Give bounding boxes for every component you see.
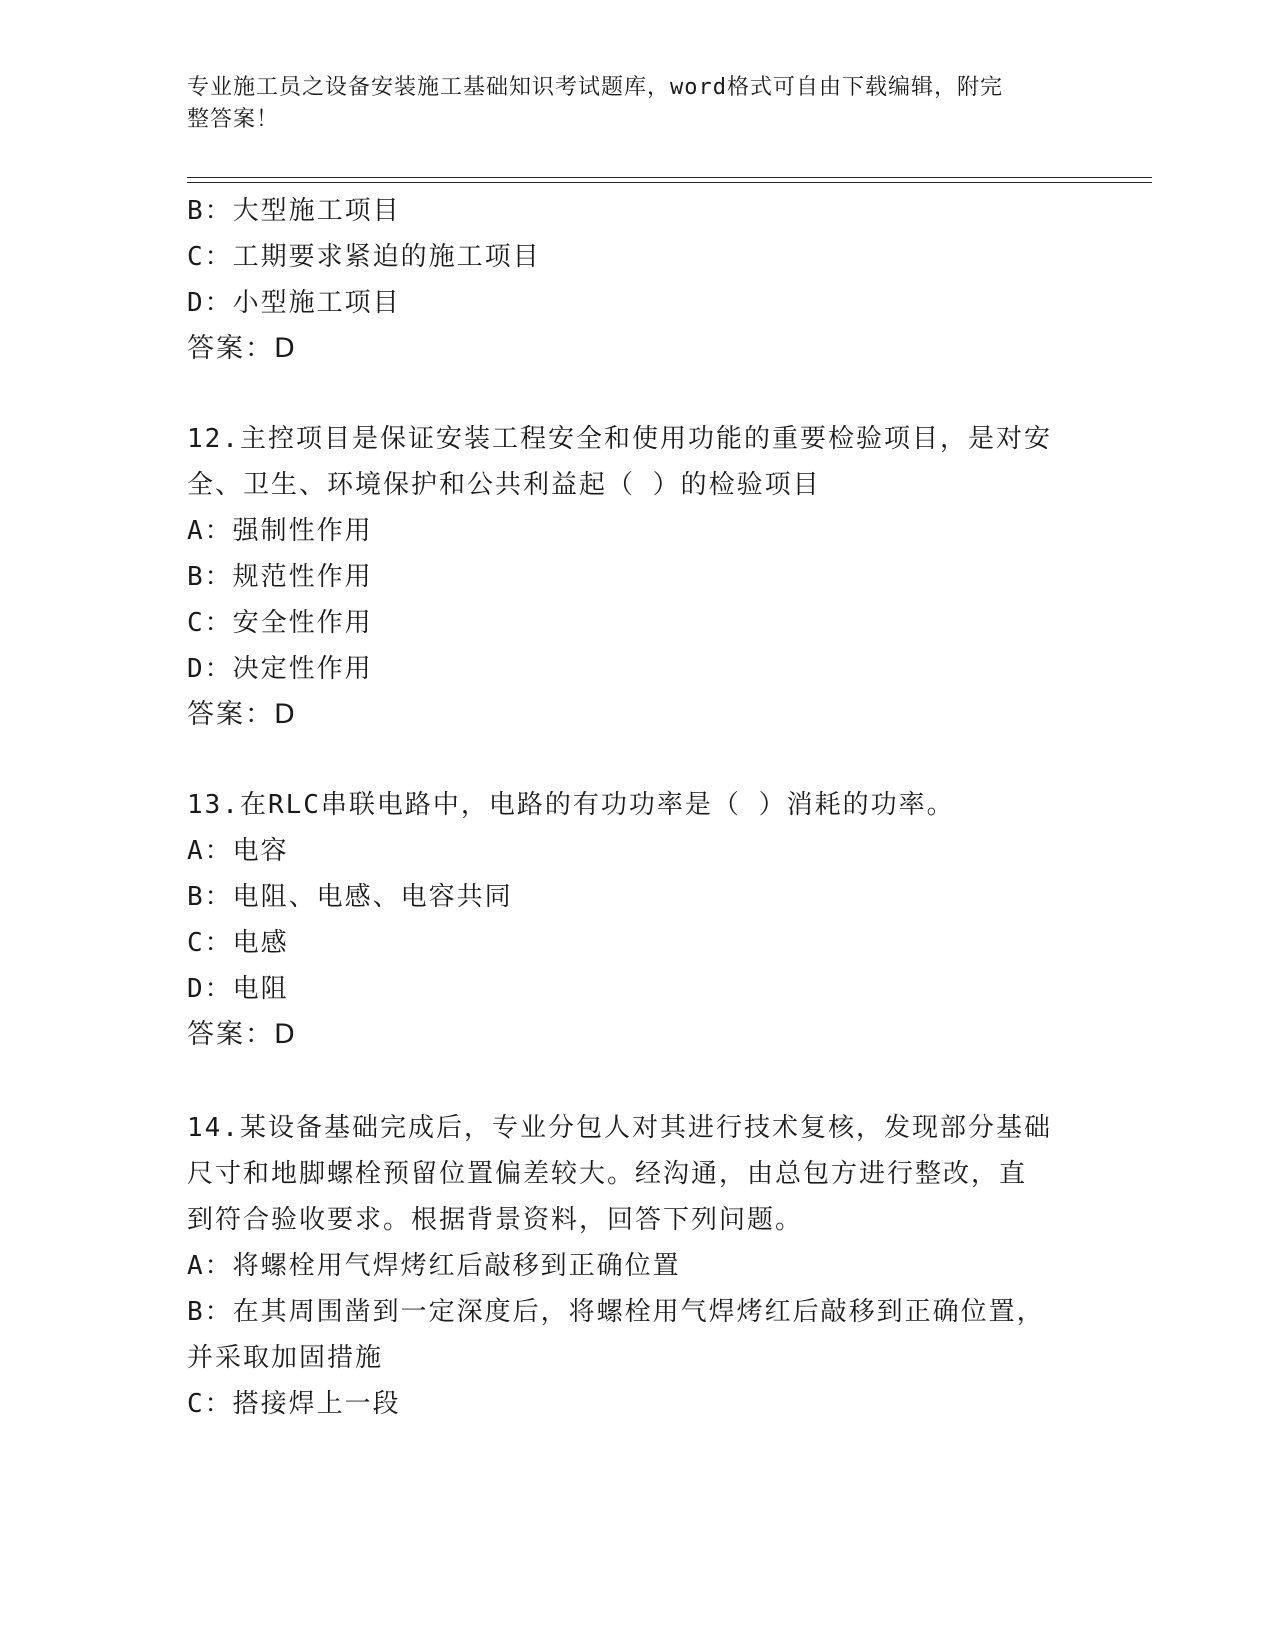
question-list — [187, 188, 1087, 1427]
option-b: B：规范性作用 — [187, 562, 373, 592]
option-b: B：在其周围凿到一定深度后，将螺栓用气焊烤红后敲移到正确位置， — [187, 1297, 1045, 1327]
question-stem-line: 13.在RLC串联电路中，电路的有功功率是（ ）消耗的功率。 — [187, 790, 955, 820]
header-line-2: 整答案！ — [187, 107, 280, 132]
header-divider-top — [187, 177, 1152, 178]
question-stem-line: 全、卫生、环境保护和公共利益起（ ）的检验项目 — [187, 470, 821, 500]
option-d: D：小型施工项目 — [187, 288, 401, 318]
option-a: A：强制性作用 — [187, 516, 373, 546]
spacer — [187, 738, 1087, 782]
option-c: C：搭接焊上一段 — [187, 1389, 401, 1419]
option-c: C：工期要求紧迫的施工项目 — [187, 242, 541, 272]
option-c: C：电感 — [187, 928, 289, 958]
question-stem-line: 12.主控项目是保证安装工程安全和使用功能的重要检验项目，是对安 — [187, 424, 1052, 454]
question-stem-line: 到符合验收要求。根据背景资料，回答下列问题。 — [187, 1205, 804, 1235]
option-d: D：电阻 — [187, 974, 289, 1004]
answer: 答案：D — [187, 333, 297, 364]
option-c: C：安全性作用 — [187, 608, 373, 638]
header-divider-bottom — [187, 182, 1152, 183]
question-12 — [187, 416, 1087, 738]
question-stem-line: 14.某设备基础完成后，专业分包人对其进行技术复核，发现部分基础 — [187, 1113, 1052, 1143]
option-a: A：将螺栓用气焊烤红后敲移到正确位置 — [187, 1251, 681, 1281]
spacer — [187, 1058, 1087, 1105]
answer: 答案：D — [187, 1019, 297, 1050]
header-line-1: 专业施工员之设备安装施工基础知识考试题库，word格式可自由下载编辑，附完 — [187, 75, 1003, 100]
spacer — [187, 372, 1087, 416]
option-a: A：电容 — [187, 836, 289, 866]
question-11-tail — [187, 188, 1087, 372]
option-b: B：电阻、电感、电容共同 — [187, 882, 513, 912]
question-13 — [187, 782, 1087, 1058]
document-header — [187, 72, 1067, 136]
answer: 答案：D — [187, 699, 297, 730]
question-14 — [187, 1105, 1087, 1427]
option-b-continued: 并采取加固措施 — [187, 1343, 384, 1373]
question-stem-line: 尺寸和地脚螺栓预留位置偏差较大。经沟通，由总包方进行整改，直 — [187, 1159, 1028, 1189]
option-d: D：决定性作用 — [187, 654, 373, 684]
option-b: B：大型施工项目 — [187, 196, 401, 226]
